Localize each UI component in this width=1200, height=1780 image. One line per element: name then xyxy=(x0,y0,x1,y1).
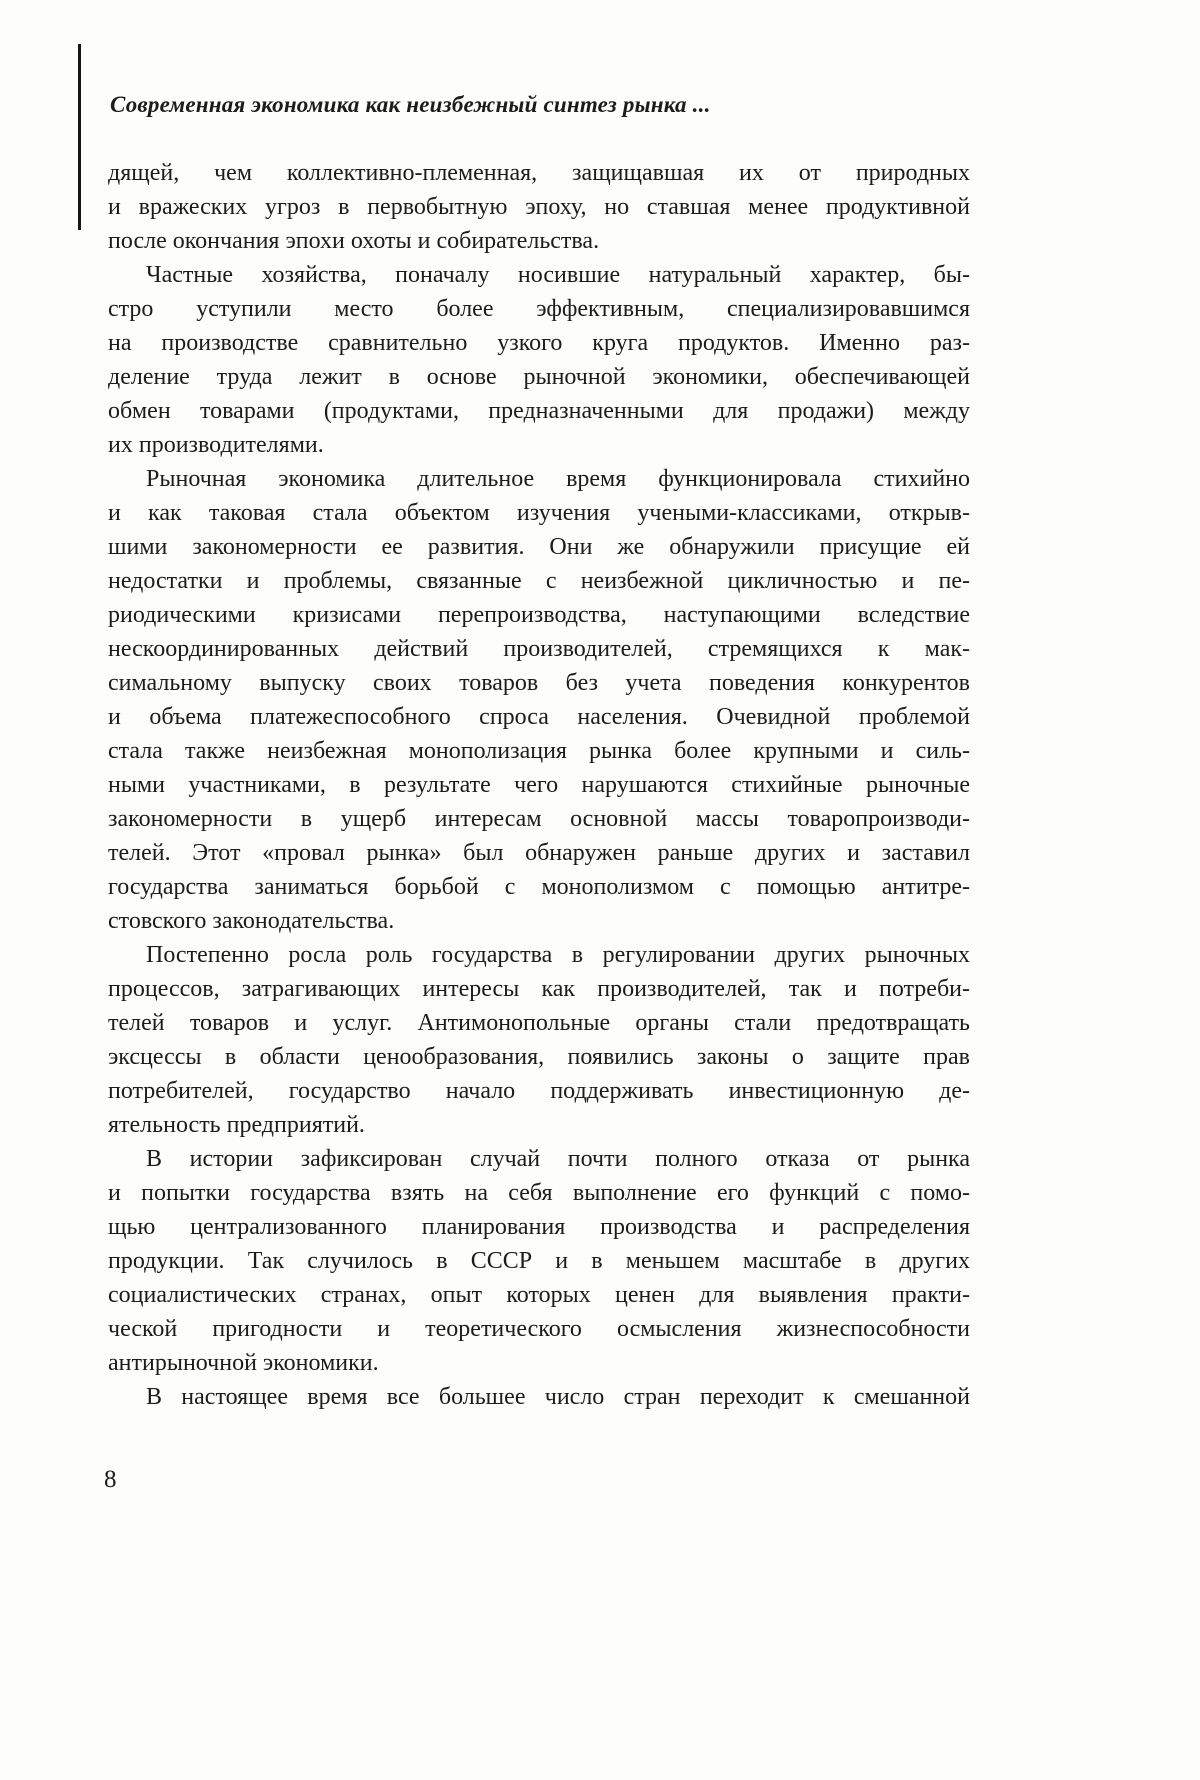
text-line: Рыночная экономика длительное время функционировала стихийно xyxy=(146,466,970,492)
text-line: Постепенно росла роль государства в регулировании других рыночных xyxy=(146,942,970,968)
text-line: продукции. Так случилось в СССР и в меньшем масштабе в других xyxy=(108,1248,970,1274)
text-line: нескоординированных действий производителей, стремящихся к мак- xyxy=(108,636,970,662)
text-line: закономерности в ущерб интересам основной массы товаропроизводи- xyxy=(108,806,970,832)
text-line: стала также неизбежная монополизация рынка более крупными и силь- xyxy=(108,738,970,764)
scan-artifact-line xyxy=(78,44,81,230)
text-line: и попытки государства взять на себя выполнение его функций с помо- xyxy=(108,1180,970,1206)
text-line: В настоящее время все большее число стран переходит к смешанной xyxy=(146,1384,970,1410)
text-line: их производителями. xyxy=(108,432,324,458)
text-line: и вражеских угроз в первобытную эпоху, но ставшая менее продуктивной xyxy=(108,194,970,220)
text-line: обмен товарами (продуктами, предназначенными для продажи) между xyxy=(108,398,970,424)
text-line: и как таковая стала объектом изучения учеными-классиками, открыв- xyxy=(108,500,970,526)
text-line: процессов, затрагивающих интересы как производителей, так и потреби- xyxy=(108,976,970,1002)
text-line: государства заниматься борьбой с монополизмом с помощью антитре- xyxy=(108,874,970,900)
text-line: потребителей, государство начало поддерживать инвестиционную де- xyxy=(108,1078,970,1104)
text-line: симальному выпуску своих товаров без учета поведения конкурентов xyxy=(108,670,970,696)
text-line: недостатки и проблемы, связанные с неизбежной цикличностью и пе- xyxy=(108,568,970,594)
text-line: стро уступили место более эффективным, специализировавшимся xyxy=(108,296,970,322)
text-line: ятельность предприятий. xyxy=(108,1112,365,1138)
text-line: стовского законодательства. xyxy=(108,908,395,934)
text-line: антирыночной экономики. xyxy=(108,1350,379,1376)
text-line: щью централизованного планирования производства и распределения xyxy=(108,1214,970,1240)
text-line: ными участниками, в результате чего нарушаются стихийные рыночные xyxy=(108,772,970,798)
text-line: шими закономерности ее развития. Они же обнаружили присущие ей xyxy=(108,534,970,560)
page-number: 8 xyxy=(104,1466,117,1493)
text-line: дящей, чем коллективно-племенная, защищавшая их от природных xyxy=(108,160,970,186)
text-line: телей товаров и услуг. Антимонопольные органы стали предотвращать xyxy=(108,1010,970,1036)
body-text xyxy=(108,156,970,1414)
text-line: после окончания эпохи охоты и собирательства. xyxy=(108,228,600,254)
text-line: и объема платежеспособного спроса населения. Очевидной проблемой xyxy=(108,704,970,730)
text-line: ческой пригодности и теоретического осмысления жизнеспособности xyxy=(108,1316,970,1342)
text-line: Частные хозяйства, поначалу носившие натуральный характер, бы- xyxy=(146,262,970,288)
text-line: деление труда лежит в основе рыночной экономики, обеспечивающей xyxy=(108,364,970,390)
text-line: телей. Этот «провал рынка» был обнаружен раньше других и заставил xyxy=(108,840,970,866)
text-line: риодическими кризисами перепроизводства, наступающими вследствие xyxy=(108,602,970,628)
text-line: социалистических странах, опыт которых ценен для выявления практи- xyxy=(108,1282,970,1308)
text-line: эксцессы в области ценообразования, появились законы о защите прав xyxy=(108,1044,970,1070)
text-line: В истории зафиксирован случай почти полного отказа от рынка xyxy=(146,1146,970,1172)
running-header: Современная экономика как неизбежный синтез рынка ... xyxy=(110,92,711,117)
text-line: на производстве сравнительно узкого круга продуктов. Именно раз- xyxy=(108,330,970,356)
